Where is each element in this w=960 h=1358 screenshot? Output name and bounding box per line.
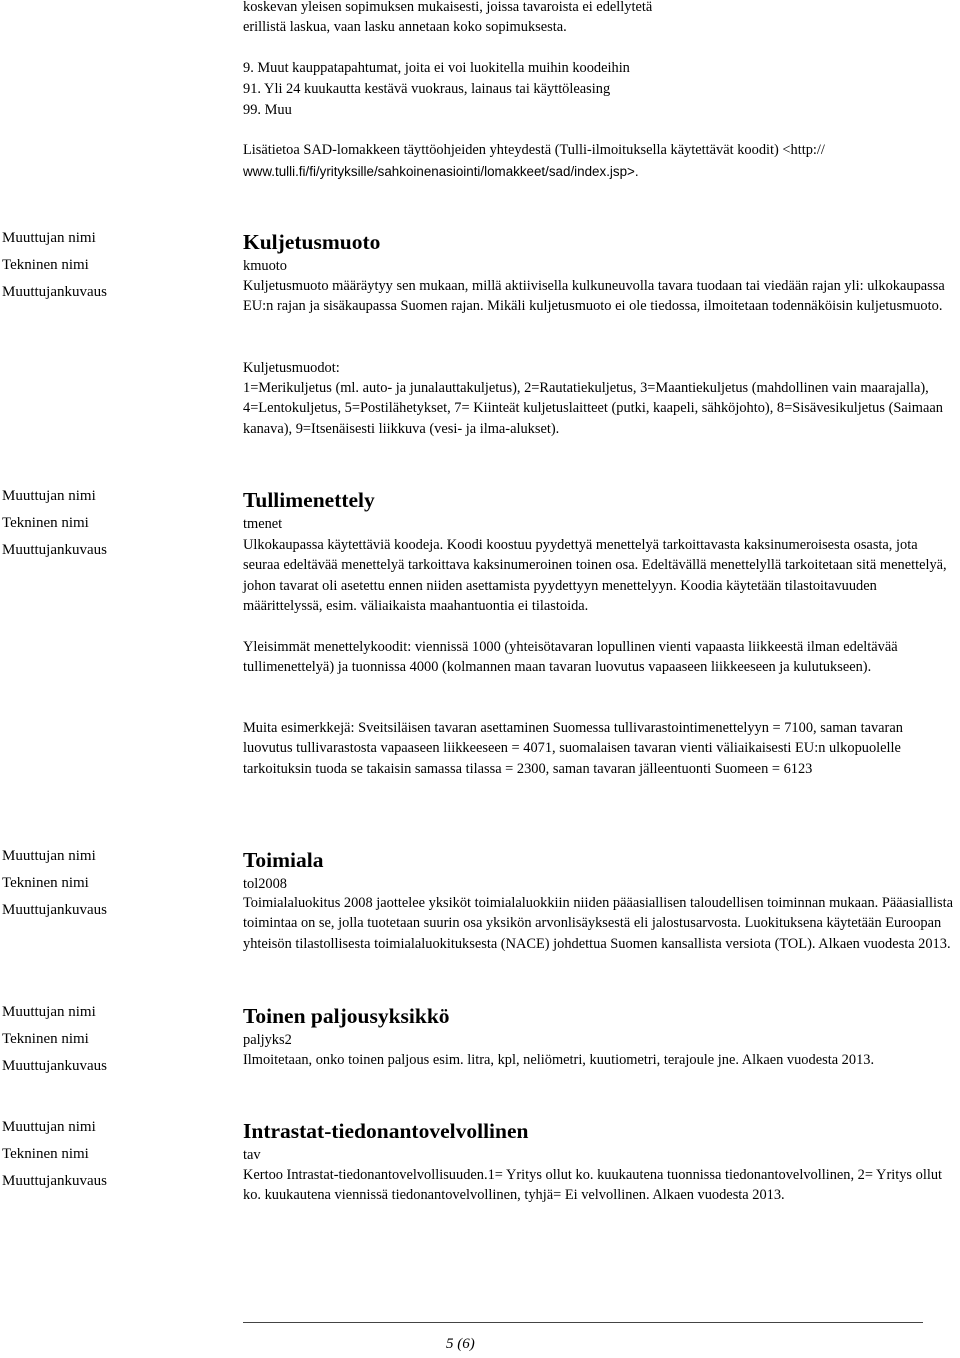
- variable-title: Tullimenettely: [243, 488, 375, 512]
- variable-labels: [2, 1114, 232, 1195]
- label-tekninen-nimi: Tekninen nimi: [2, 1031, 89, 1047]
- label-muuttujankuvaus: Muuttujankuvaus: [2, 1173, 107, 1189]
- variable-tech-name: paljyks2: [243, 1032, 292, 1048]
- info-url: www.tulli.fi/fi/yrityksille/sahkoinenasiointi/lomakkeet/sad/index.jsp>.: [243, 164, 639, 179]
- variable-title: Toimiala: [243, 848, 324, 872]
- label-muuttujan-nimi: Muuttujan nimi: [2, 230, 96, 246]
- label-muuttujan-nimi: Muuttujan nimi: [2, 1004, 96, 1020]
- variable-description: Yleisimmät menettelykoodit: viennissä 1000 (yhteisötavaran lopullinen vienti vapaasta liikkeestä ilman edeltävää tullimenettelyä) ja tuonnissa 4000 (kolmannen maan tavaran luovutus vapaaseen liikkeeseen ja kulutukseen).: [243, 639, 898, 676]
- intro-line-1: koskevan yleisen sopimuksen mukaisesti, joissa tavaroista ei edellytetä: [243, 0, 653, 15]
- variable-description: Ulkokaupassa käytettäviä koodeja. Koodi koostuu pyydettyä menettelyä tarkoittavasta kaksinumeroisesta osasta, jota seuraa edeltävää menettelyä tarkoittava kaksinumeroinen toinen osa. Edeltävällä menettelyllä tarkoitetaan sitä menettelyä, johon tavarat oli asetettu ennen niiden asettamista pyydettyyn menettelyyn. Koodia käytetään tilastoitavuuden määrittelyssä, esim. väliaikaista maahantuontia ei tilastoida.: [243, 537, 947, 615]
- variable-labels: [2, 999, 232, 1080]
- variable-description: 1=Merikuljetus (ml. auto- ja junalauttakuljetus), 2=Rautatiekuljetus, 3=Maantiekuljetus (mahdollinen vain maarajalla), 4=Lentokuljetus, 5=Postilähetykset, 7= Kiinteät kuljetuslaitteet (putki, kaapeli, sähköjohto), 8=Sisävesikuljetus (Saimaan kanava), 9=Itsenäisesti liikkuva (vesi- ja ilma-alukset).: [243, 380, 943, 437]
- label-muuttujankuvaus: Muuttujankuvaus: [2, 284, 107, 300]
- variable-tech-name: tol2008: [243, 876, 287, 892]
- variable-description: Kuljetusmuoto määräytyy sen mukaan, millä aktiivisella kulkuneuvolla tavara tuodaan tai viedään rajan yli: ulkokaupassa EU:n rajan ja sisäkaupassa Suomen rajan. Mikäli kuljetusmuoto ei ole tiedossa, ilmoitetaan todennäköisin kuljetusmuoto.: [243, 278, 945, 315]
- label-tekninen-nimi: Tekninen nimi: [2, 515, 89, 531]
- variable-description: Muita esimerkkejä: Sveitsiläisen tavaran asettaminen Suomessa tullivarastointimenettelyyn = 7100, saman tavaran luovutus tullivarastosta vapaaseen liikkeeseen = 4071, suomalaisen tavaran vienti väliaikaisesti EU:n ulkopuolelle tarkoituksin tuoda se takaisin samassa tilassa = 2300, saman tavaran jälleentuonti Suomeen = 6123: [243, 720, 903, 777]
- code-91: 91. Yli 24 kuukautta kestävä vuokraus, lainaus tai käyttöleasing: [243, 81, 611, 97]
- variable-title: Intrastat-tiedonantovelvollinen: [243, 1119, 529, 1143]
- label-muuttujan-nimi: Muuttujan nimi: [2, 488, 96, 504]
- label-muuttujan-nimi: Muuttujan nimi: [2, 848, 96, 864]
- info-text: Lisätietoa SAD-lomakkeen täyttöohjeiden yhteydestä (Tulli-ilmoituksella käytettävät koodit) <http://: [243, 142, 825, 158]
- variable-description: Toimialaluokitus 2008 jaottelee yksiköt toimialaluokkiin niiden pääasiallisen taloudellisen toiminnan mukaan. Pääasiallista toimintaa on se, jolla tuotetaan suurin osa yksikön arvonlisäyksestä eli jalostusarvosta. Luokituksena käytetään Euroopan yhteisön tilastollisesta toimialaluokituksesta (NACE) johdettua Suomen kansallista versiota (TOL). Alkaen vuodesta 2013.: [243, 895, 953, 952]
- variable-tech-name: kmuoto: [243, 258, 287, 274]
- variable-description: Ilmoitetaan, onko toinen paljous esim. litra, kpl, neliömetri, kuutiometri, terajoule jne. Alkaen vuodesta 2013.: [243, 1052, 875, 1068]
- label-muuttujankuvaus: Muuttujankuvaus: [2, 542, 107, 558]
- variable-description: Kuljetusmuodot:: [243, 360, 340, 376]
- label-muuttujankuvaus: Muuttujankuvaus: [2, 902, 107, 918]
- footer-divider: [243, 1322, 923, 1323]
- variable-tech-name: tmenet: [243, 516, 283, 532]
- variable-labels: [2, 843, 232, 924]
- page-number: 5 (6): [446, 1336, 475, 1352]
- label-muuttujan-nimi: Muuttujan nimi: [2, 1119, 96, 1135]
- code-9: 9. Muut kauppatapahtumat, joita ei voi luokitella muihin koodeihin: [243, 60, 630, 76]
- label-tekninen-nimi: Tekninen nimi: [2, 875, 89, 891]
- intro-line-2: erillistä laskua, vaan lasku annetaan koko sopimuksesta.: [243, 19, 567, 35]
- variable-tech-name: tav: [243, 1147, 261, 1163]
- variable-description: Kertoo Intrastat-tiedonantovelvollisuuden.1= Yritys ollut ko. kuukautena tuonnissa tiedonantovelvollinen, 2= Yritys ollut ko. kuukautena viennissä tiedonantovelvollinen, tyhjä= Ei velvollinen. Alkaen vuodesta 2013.: [243, 1167, 943, 1204]
- code-99: 99. Muu: [243, 102, 292, 118]
- variable-labels: [2, 483, 232, 564]
- label-tekninen-nimi: Tekninen nimi: [2, 1146, 89, 1162]
- label-muuttujankuvaus: Muuttujankuvaus: [2, 1058, 107, 1074]
- variable-title: Kuljetusmuoto: [243, 230, 381, 254]
- label-tekninen-nimi: Tekninen nimi: [2, 257, 89, 273]
- variable-labels: [2, 225, 232, 306]
- variable-title: Toinen paljousyksikkö: [243, 1004, 450, 1028]
